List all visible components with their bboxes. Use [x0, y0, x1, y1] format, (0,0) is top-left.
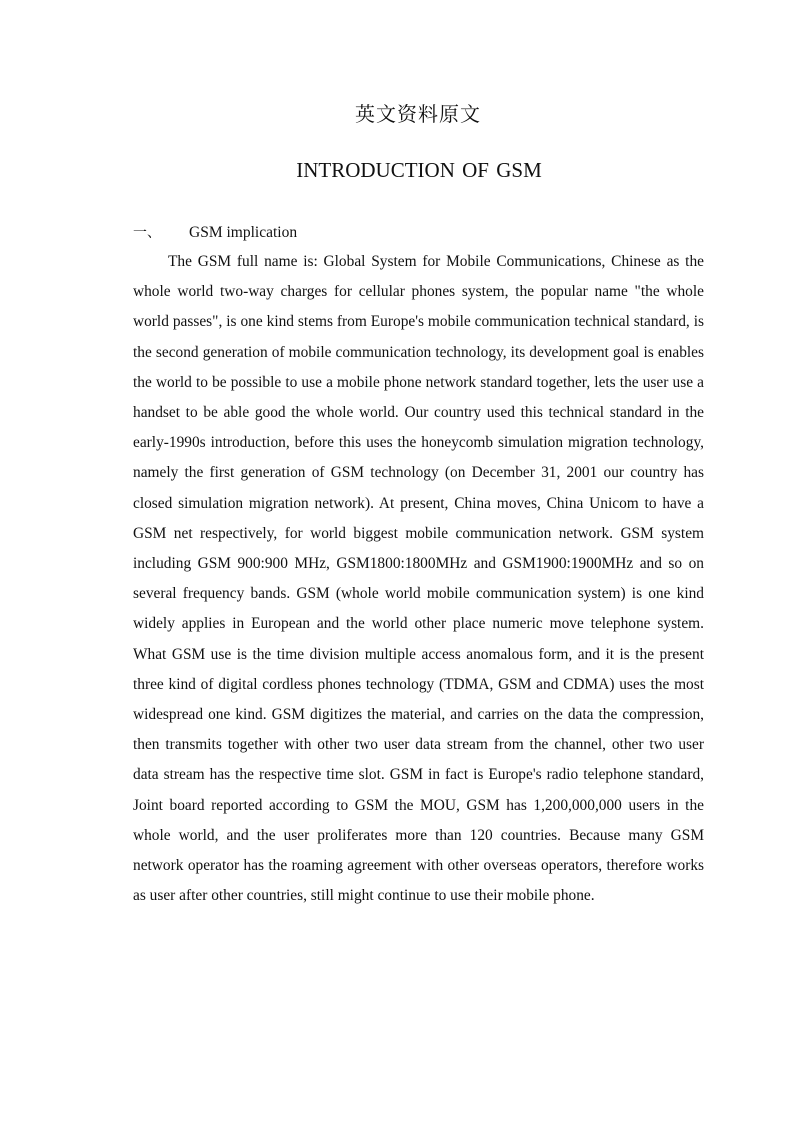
- body-paragraph: The GSM full name is: Global System for Mobile Communications, Chinese as the whole world two-way charges for cellular phones system, the popular name "the whole world passes", is one kind stems from Europe's mobile communication technical standard, is the second generation of mobile communication technology, its development goal is enables the world to be possible to use a mobile phone network standard together, lets the user use a handset to be able good the whole world. Our country used this technical standard in the early-1990s introduction, before this uses the honeycomb simulation migration technology, namely the first generation of GSM technology (on December 31, 2001 our country has closed simulation migration network). At present, China moves, China Unicom to have a GSM net respectively, for world biggest mobile communication network. GSM system including GSM 900:900 MHz, GSM1800:1800MHz and GSM1900:1900MHz and so on several frequency bands. GSM (whole world mobile communication system) is one kind widely applies in European and the world other place numeric move telephone system. What GSM use is the time division multiple access anomalous form, and it is the present three kind of digital cordless phones technology (TDMA, GSM and CDMA) uses the most widespread one kind. GSM digitizes the material, and carries on the data the compression, then transmits together with other two user data stream from the channel, other two user data stream has the respective time slot. GSM in fact is Europe's radio telephone standard, Joint board reported according to GSM the MOU, GSM has 1,200,000,000 users in the whole world, and the user proliferates more than 120 countries. Because many GSM network operator has the roaming agreement with other overseas operators, therefore works as user after other countries, still might continue to use their mobile phone.: [133, 253, 704, 905]
- document-heading: INTRODUCTION OF GSM: [296, 158, 542, 182]
- section-number: 一、: [133, 225, 161, 241]
- section-title: GSM implication: [189, 224, 298, 241]
- document-title: 英文资料原文: [355, 102, 481, 126]
- section-heading: [133, 222, 297, 242]
